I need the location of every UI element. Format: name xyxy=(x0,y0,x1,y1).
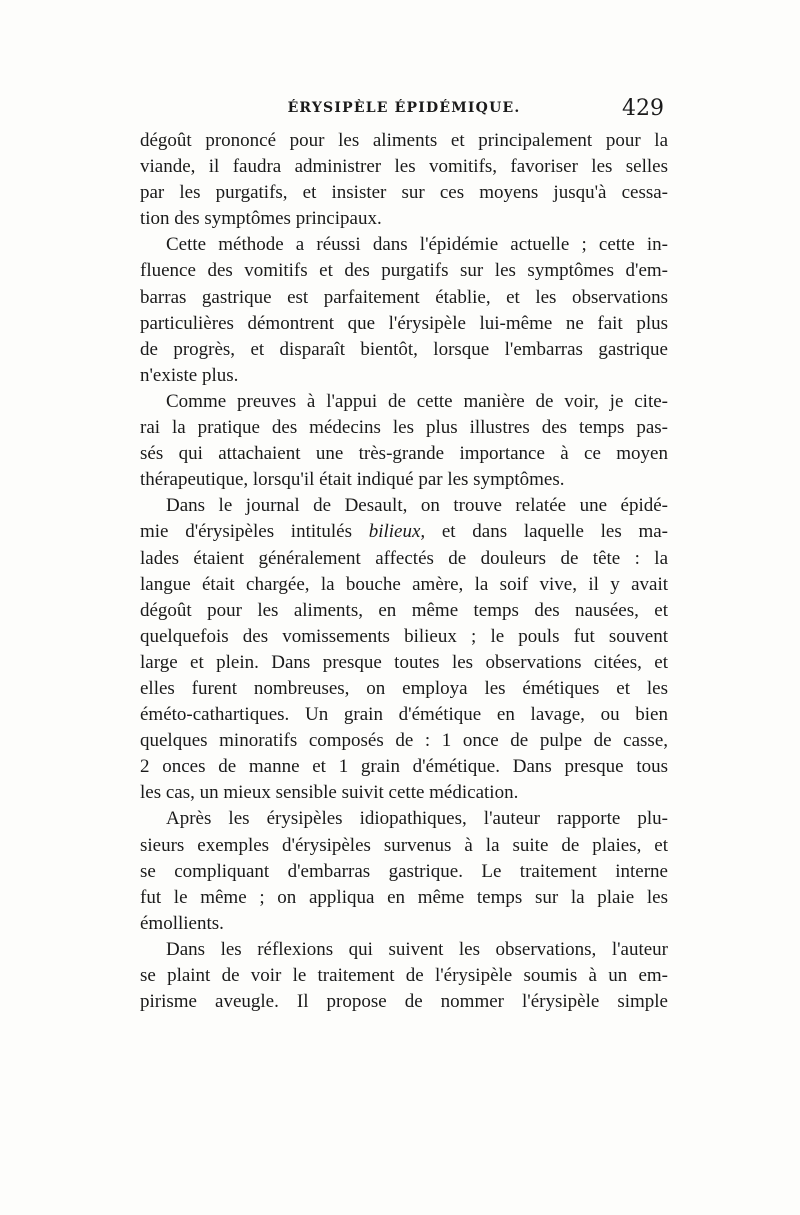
body-text xyxy=(140,128,668,1015)
text-line: les cas, un mieux sensible suivit cette médication. xyxy=(140,782,519,804)
text-line: pirisme aveugle. Il propose de nommer l'érysipèle simple xyxy=(140,991,668,1013)
running-head xyxy=(140,96,668,126)
text-line: quelques minoratifs composés de : 1 once de pulpe de casse, xyxy=(140,730,668,752)
text-line: Après les érysipèles idiopathiques, l'auteur rapporte plu- xyxy=(166,808,668,830)
text-line: par les purgatifs, et insister sur ces moyens jusqu'à cessa- xyxy=(140,182,668,204)
italic-term: bilieux, xyxy=(368,521,426,543)
text-line: langue était chargée, la bouche amère, la soif vive, il y avait xyxy=(140,573,668,595)
text-line: quelquefois des vomissements bilieux ; le pouls fut souvent xyxy=(140,625,668,647)
text-line: de progrès, et disparaît bientôt, lorsque l'embarras gastrique xyxy=(140,338,668,360)
text-line: dégoût prononcé pour les aliments et principalement pour la xyxy=(140,130,668,151)
text-line: Cette méthode a réussi dans l'épidémie actuelle ; cette in- xyxy=(166,234,668,256)
text-line-with-italic xyxy=(140,519,668,545)
text-line: sieurs exemples d'érysipèles survenus à la suite de plaies, et xyxy=(140,834,668,856)
text-line: thérapeutique, lorsqu'il était indiqué par les symptômes. xyxy=(140,469,565,491)
text-line: sés qui attachaient une très-grande importance à ce moyen xyxy=(140,443,668,465)
text-line: lades étaient généralement affectés de douleurs de tête : la xyxy=(140,547,668,569)
text-line: fut le même ; on appliqua en même temps sur la plaie les xyxy=(140,886,668,908)
text-line: particulières démontrent que l'érysipèle lui-même ne fait plus xyxy=(140,312,668,334)
text-line: éméto-cathartiques. Un grain d'émétique en lavage, ou bien xyxy=(140,704,668,726)
text-segment: et dans laquelle les ma- xyxy=(441,521,668,543)
text-line: fluence des vomitifs et des purgatifs sur les symptômes d'em- xyxy=(140,260,668,282)
text-segment: mie d'érysipèles intitulés xyxy=(140,521,353,543)
text-line: rai la pratique des médecins les plus illustres des temps pas- xyxy=(140,417,668,439)
text-line: Dans le journal de Desault, on trouve relatée une épidé- xyxy=(166,495,668,517)
text-line: 2 onces de manne et 1 grain d'émétique. Dans presque tous xyxy=(140,756,668,778)
text-line: n'existe plus. xyxy=(140,364,239,386)
running-title: ÉRYSIPÈLE ÉPIDÉMIQUE. xyxy=(287,100,521,116)
text-line: Dans les réflexions qui suivent les observations, l'auteur xyxy=(166,938,668,960)
page-number: 429 xyxy=(622,96,664,121)
text-line: elles furent nombreuses, on employa les émétiques et les xyxy=(140,677,668,699)
text-line: émollients. xyxy=(140,912,224,934)
text-line: viande, il faudra administrer les vomitifs, favoriser les selles xyxy=(140,156,668,178)
text-line: dégoût pour les aliments, en même temps des nausées, et xyxy=(140,599,668,621)
text-line: se plaint de voir le traitement de l'érysipèle soumis à un em- xyxy=(140,965,668,986)
text-line: tion des symptômes principaux. xyxy=(140,208,382,230)
text-line: se compliquant d'embarras gastrique. Le traitement interne xyxy=(140,860,668,882)
text-line: large et plein. Dans presque toutes les observations citées, et xyxy=(140,651,668,673)
text-line: Comme preuves à l'appui de cette manière de voir, je cite- xyxy=(166,390,668,412)
text-line: barras gastrique est parfaitement établie, et les observations xyxy=(140,286,668,308)
